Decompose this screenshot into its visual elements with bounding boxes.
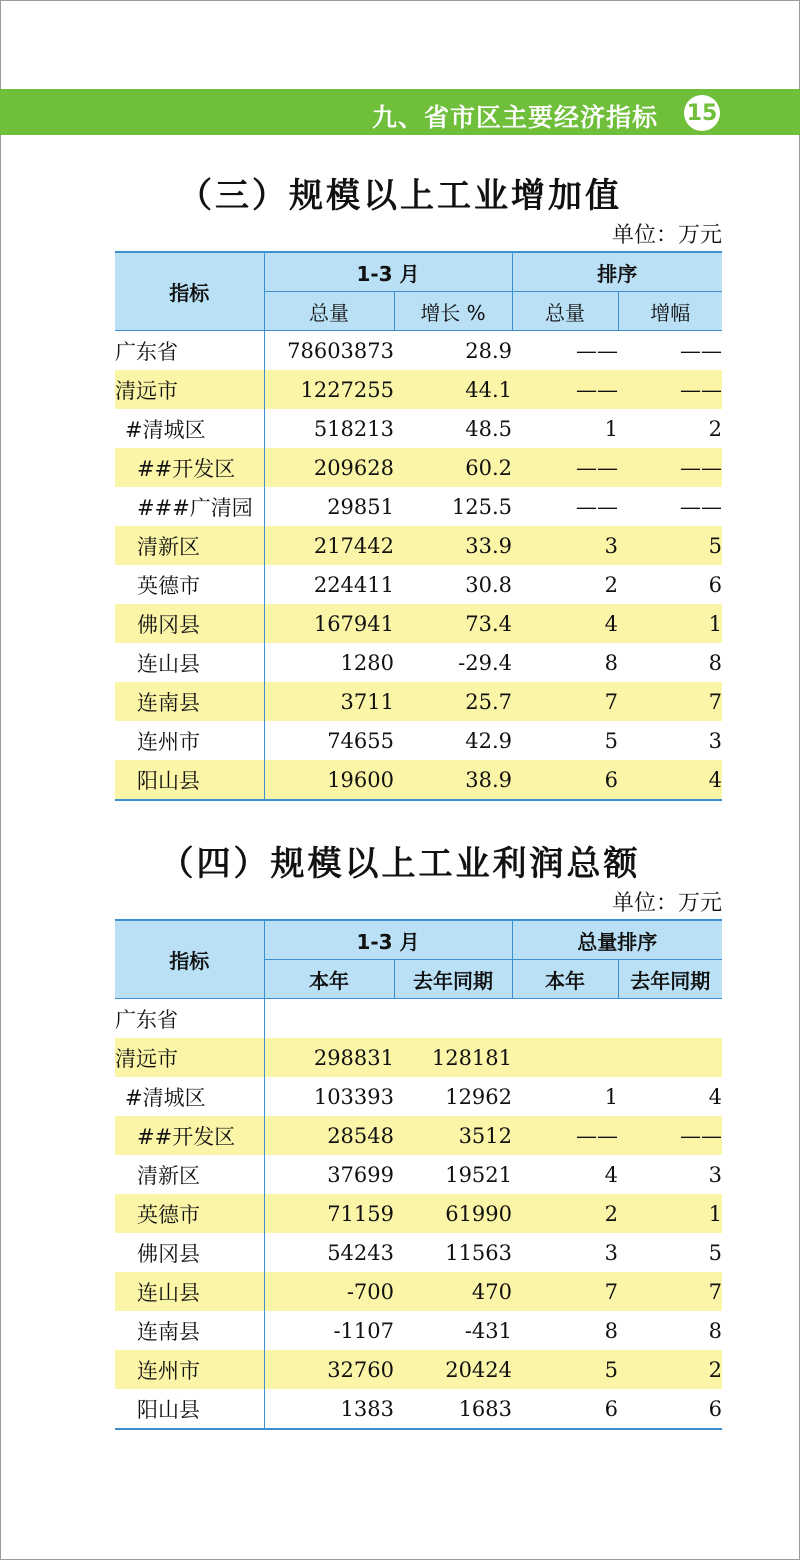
cell-v2: 3512	[394, 1116, 512, 1155]
cell-v4	[618, 1038, 722, 1077]
row-label: 连山县	[115, 1272, 264, 1311]
header-indicator: 指标	[115, 252, 264, 331]
table-row	[115, 1350, 722, 1389]
cell-v2: 73.4	[394, 604, 512, 643]
table-row	[115, 604, 722, 643]
cell-v1: 209628	[264, 448, 394, 487]
table-row	[115, 370, 722, 409]
header-indicator: 指标	[115, 920, 264, 999]
cell-v1: 217442	[264, 526, 394, 565]
cell-v4: 6	[618, 1389, 722, 1429]
header-sub2: 增长 %	[394, 292, 512, 331]
header-sub3: 总量	[512, 292, 618, 331]
cell-v2: 61990	[394, 1194, 512, 1233]
cell-v2: 470	[394, 1272, 512, 1311]
cell-v2: 19521	[445, 1162, 513, 1187]
cell-v3: 6	[512, 1389, 618, 1429]
cell-v2	[394, 999, 512, 1039]
cell-v4: 2	[708, 416, 723, 441]
section3-title: （三）规模以上工业增加值	[178, 176, 622, 216]
cell-v2: 28.9	[465, 338, 513, 363]
cell-v3	[512, 999, 618, 1039]
cell-v4: 3	[708, 1162, 723, 1187]
row-label: #清城区	[115, 1077, 264, 1116]
header-sub4: 去年同期	[618, 960, 722, 999]
cell-v2: -29.4	[458, 650, 513, 675]
table-row	[115, 1194, 722, 1233]
row-label: 阳山县	[115, 760, 264, 800]
header-sub2: 去年同期	[394, 960, 512, 999]
row-label: #清城区	[115, 409, 264, 448]
section3-table	[115, 251, 722, 801]
table-row	[115, 1116, 722, 1155]
header-group2: 总量排序	[512, 920, 722, 960]
cell-v1: 19600	[264, 760, 394, 800]
cell-v1: 29851	[327, 494, 394, 519]
cell-v3: ——	[512, 1116, 618, 1155]
cell-v3: ——	[576, 338, 619, 363]
cell-v4: 8	[708, 1318, 723, 1343]
row-label: 广东省	[115, 999, 264, 1039]
table-row	[115, 448, 722, 487]
row-label: 连南县	[115, 1311, 264, 1350]
cell-v4: 6	[708, 572, 723, 597]
table-row	[115, 1077, 722, 1116]
cell-v1: 78603873	[287, 338, 394, 363]
header-group2: 排序	[512, 252, 722, 292]
cell-v1: 71159	[264, 1194, 394, 1233]
chapter-title: 九、省市区主要经济指标	[371, 103, 658, 132]
cell-v3: 7	[512, 682, 618, 721]
cell-v1: -1107	[333, 1318, 394, 1343]
cell-v1: 74655	[327, 728, 394, 753]
cell-v1: 54243	[327, 1240, 394, 1265]
table-row	[115, 1311, 722, 1350]
cell-v3: 4	[604, 1162, 619, 1187]
cell-v1: 1227255	[264, 370, 394, 409]
cell-v4: ——	[618, 1116, 722, 1155]
section3-unit: 单位：万元	[611, 223, 722, 248]
cell-v1: 1280	[340, 650, 394, 675]
cell-v4: 4	[618, 760, 722, 800]
table-row	[115, 331, 722, 371]
cell-v1: 103393	[313, 1084, 394, 1109]
cell-v3: 6	[512, 760, 618, 800]
cell-v3: 8	[604, 1318, 619, 1343]
page-number-badge: 15	[684, 95, 720, 131]
table-row	[115, 1389, 722, 1429]
cell-v2: 12962	[445, 1084, 513, 1109]
header-group1: 1-3 月	[264, 920, 512, 960]
cell-v3	[512, 1038, 618, 1077]
cell-v1: 298831	[264, 1038, 394, 1077]
cell-v1: 518213	[313, 416, 394, 441]
table-row	[115, 526, 722, 565]
row-label: 英德市	[115, 565, 264, 604]
cell-v2: 11563	[445, 1240, 513, 1265]
cell-v1: 32760	[264, 1350, 394, 1389]
row-label: 阳山县	[115, 1389, 264, 1429]
cell-v2: -431	[464, 1318, 513, 1343]
row-label: ##开发区	[115, 1116, 264, 1155]
table-row	[115, 760, 722, 800]
cell-v1: 3711	[264, 682, 394, 721]
cell-v2: 38.9	[394, 760, 512, 800]
cell-v3: 2	[604, 572, 619, 597]
cell-v4: 7	[618, 682, 722, 721]
cell-v2: 128181	[394, 1038, 512, 1077]
header-sub3: 本年	[512, 960, 618, 999]
cell-v2: 60.2	[394, 448, 512, 487]
table-row	[115, 1272, 722, 1311]
row-label: ##开发区	[115, 448, 264, 487]
cell-v3: 5	[512, 1350, 618, 1389]
cell-v4: 8	[708, 650, 723, 675]
section4-title: （四）规模以上工业利润总额	[159, 844, 641, 884]
cell-v2: 30.8	[465, 572, 513, 597]
row-label: 清远市	[115, 1038, 264, 1077]
cell-v1: 28548	[264, 1116, 394, 1155]
cell-v4: 4	[708, 1084, 723, 1109]
cell-v4: 7	[618, 1272, 722, 1311]
row-label: 连州市	[115, 1350, 264, 1389]
row-label: 佛冈县	[115, 604, 264, 643]
row-label: ###广清园	[115, 487, 264, 526]
table-row	[115, 1233, 722, 1272]
cell-v3: 1	[604, 1084, 619, 1109]
cell-v4: 2	[618, 1350, 722, 1389]
cell-v3: ——	[576, 494, 619, 519]
cell-v3: 5	[604, 728, 619, 753]
row-label: 连南县	[115, 682, 264, 721]
cell-v4: 5	[708, 1240, 723, 1265]
cell-v4: 3	[708, 728, 723, 753]
cell-v1: -700	[264, 1272, 394, 1311]
cell-v4: 1	[618, 604, 722, 643]
cell-v2: 42.9	[465, 728, 513, 753]
cell-v2: 33.9	[394, 526, 512, 565]
row-label: 连州市	[115, 721, 264, 760]
cell-v2: 44.1	[394, 370, 512, 409]
cell-v3: 7	[512, 1272, 618, 1311]
table-row	[115, 1038, 722, 1077]
cell-v2: 25.7	[394, 682, 512, 721]
cell-v2: 125.5	[451, 494, 513, 519]
cell-v2: 48.5	[465, 416, 513, 441]
cell-v2: 20424	[394, 1350, 512, 1389]
row-label: 清新区	[115, 526, 264, 565]
cell-v4: ——	[680, 338, 723, 363]
cell-v3: 4	[512, 604, 618, 643]
section4-unit: 单位：万元	[611, 891, 722, 916]
header-group1: 1-3 月	[264, 252, 512, 292]
cell-v3: ——	[512, 370, 618, 409]
cell-v3: 2	[512, 1194, 618, 1233]
cell-v4: ——	[680, 494, 723, 519]
cell-v4: 1	[618, 1194, 722, 1233]
cell-v4	[618, 999, 722, 1039]
header-sub4: 增幅	[618, 292, 722, 331]
cell-v1: 1383	[264, 1389, 394, 1429]
table-row	[115, 409, 722, 448]
cell-v3: 1	[604, 416, 619, 441]
cell-v1: 167941	[264, 604, 394, 643]
cell-v1: 224411	[313, 572, 394, 597]
table-row	[115, 721, 722, 760]
cell-v4: 5	[618, 526, 722, 565]
table-row	[115, 487, 722, 526]
table-row	[115, 565, 722, 604]
cell-v4: ——	[618, 448, 722, 487]
header-sub1: 本年	[264, 960, 394, 999]
row-label: 清远市	[115, 370, 264, 409]
cell-v1: 37699	[327, 1162, 394, 1187]
row-label: 英德市	[115, 1194, 264, 1233]
row-label: 连山县	[115, 643, 264, 682]
cell-v3: ——	[512, 448, 618, 487]
cell-v1	[264, 999, 394, 1039]
table-row	[115, 1155, 722, 1194]
header-sub1: 总量	[264, 292, 394, 331]
cell-v3: 8	[604, 650, 619, 675]
row-label: 清新区	[115, 1155, 264, 1194]
table-row	[115, 643, 722, 682]
row-label: 佛冈县	[115, 1233, 264, 1272]
row-label: 广东省	[115, 331, 264, 371]
cell-v3: 3	[604, 1240, 619, 1265]
cell-v2: 1683	[394, 1389, 512, 1429]
section4-table	[115, 919, 722, 1430]
table-row	[115, 999, 722, 1039]
cell-v3: 3	[512, 526, 618, 565]
cell-v4: ——	[618, 370, 722, 409]
table-row	[115, 682, 722, 721]
